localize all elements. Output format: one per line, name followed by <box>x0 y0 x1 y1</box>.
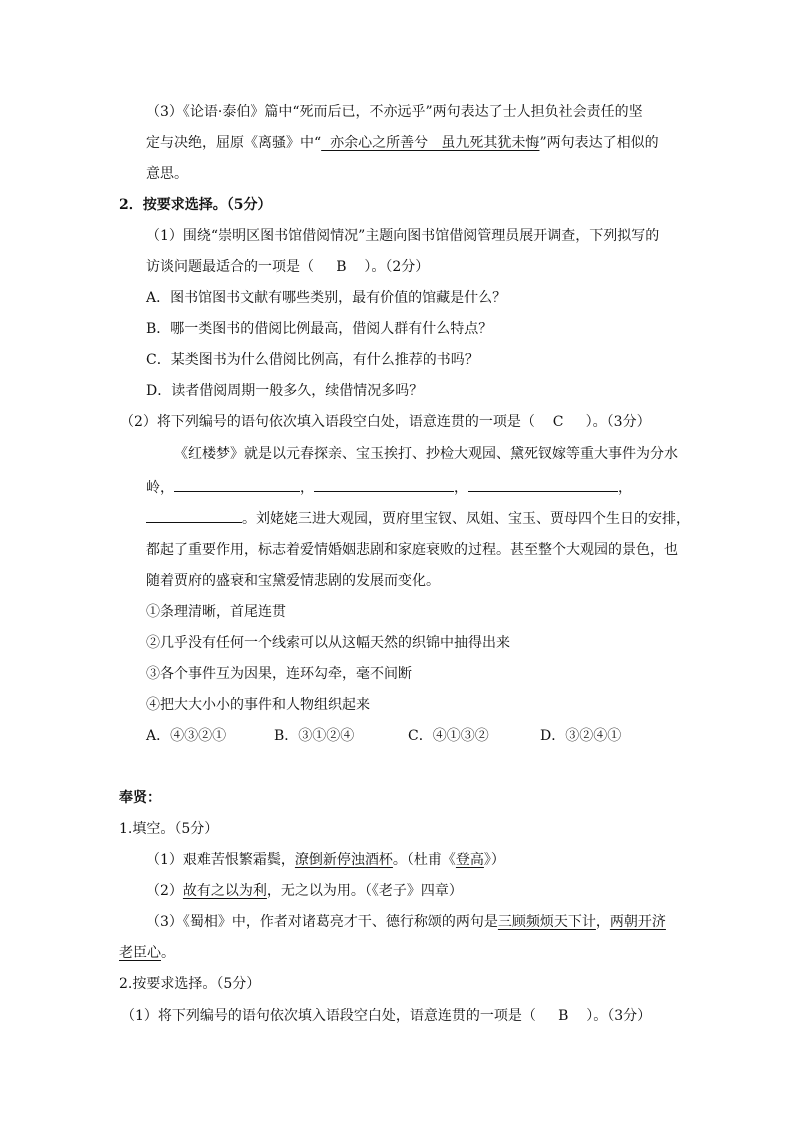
s2-q1-3-pre: （3）《蜀相》中，作者对诸葛亮才干、德行称颂的两句是 <box>146 914 498 930</box>
s1-q2-2-para-line4: 都起了重要作用，标志着爱情婚姻悲剧和家庭衰败的过程。甚至整个大观园的景色，也 <box>146 542 678 558</box>
s1-q2-1-line1: （1）围绕“崇明区图书馆借阅情况”主题向图书馆借阅管理员展开调查，下列拟写的 <box>146 228 660 244</box>
s1-q2-2-para-line5: 随着贾府的盛衰和宝黛爱情悲剧的发展而变化。 <box>146 573 440 589</box>
choice-a: A．④③②① <box>146 728 227 744</box>
s1-q2-2-para-line1: 《红楼梦》就是以元春探亲、宝玉挨打、抄检大观园、黛死钗嫁等重大事件为分水 <box>174 446 678 462</box>
choice-d: D．③②④① <box>540 728 622 744</box>
s1-q2-1-option-b: B．哪一类图书的借阅比例最高，借阅人群有什么特点？ <box>146 321 493 337</box>
s1-q2-2-item-2: ②几乎没有任何一个线索可以从这幅天然的织锦中抽得出来 <box>146 635 510 651</box>
s2-title: 奉贤： <box>119 790 161 806</box>
s1-q2-2-para-line3 <box>146 508 690 529</box>
s1-q3-line2-pre: 定与决绝，屈原《离骚》中“ <box>146 135 322 151</box>
s2-q1-3-post: 。 <box>161 945 175 961</box>
s1-q2-1-option-d: D．读者借阅周期一般多久，续借情况多吗？ <box>146 383 424 399</box>
s1-q2-1-option-a: A．图书馆图书文献有哪些类别，最有价值的馆藏是什么？ <box>146 290 507 306</box>
s1-q2-heading: 2．按要求选择。（5分） <box>119 197 272 213</box>
s1-q3-line2 <box>146 133 659 153</box>
s2-q1-3-answer2-part1: 两朝开济 <box>609 914 666 930</box>
s2-q1-2-pre: （2） <box>146 883 183 899</box>
s2-q1-1-title-answer: 登高 <box>455 852 484 868</box>
fill-blank-2 <box>314 477 454 492</box>
s2-q1-2-post: ，无之以为用。（《老子》四章） <box>266 883 463 899</box>
s1-q2-2-choices <box>146 726 621 746</box>
comma: ， <box>595 914 610 930</box>
s1-q2-2-para-line2-pre: 岭， <box>146 480 174 496</box>
s1-q3-answer: 亦余心之所善兮 虽九死其犹未悔 <box>321 135 540 151</box>
choice-c: C．④①③② <box>408 728 489 744</box>
s2-q2-1-stem: （1）将下列编号的语句依次填入语段空白处，语意连贯的一项是（ B ）。（3分） <box>121 1008 652 1024</box>
s2-q1-2 <box>146 881 463 901</box>
s2-q2-heading: 2.按要求选择。（5分） <box>119 976 261 992</box>
s1-q3-line3: 意思。 <box>146 166 188 182</box>
s1-q2-2-para-line3-post: 。刘姥姥三进大观园，贾府里宝钗、凤姐、宝玉、贾母四个生日的安排， <box>242 511 690 527</box>
fill-blank-4 <box>146 508 242 523</box>
fill-blank-3 <box>468 477 618 492</box>
s2-q1-1-answer: 潦倒新停浊酒杯 <box>294 852 393 868</box>
s2-q1-3-line1 <box>146 912 666 932</box>
s1-q2-2-stem: （2）将下列编号的语句依次填入语段空白处，语意连贯的一项是（ C ）。（3分） <box>120 414 651 430</box>
s1-q2-2-para-line2 <box>146 477 632 498</box>
comma: ， <box>454 480 468 496</box>
s1-q2-2-item-4: ④把大大小小的事件和人物组织起来 <box>146 697 370 713</box>
s2-q1-1 <box>146 850 505 870</box>
choice-b: B．③①②④ <box>274 728 355 744</box>
comma: ， <box>300 480 314 496</box>
s2-q1-2-answer: 故有之以为利 <box>182 883 267 899</box>
s1-q2-2-item-3: ③各个事件互为因果，连环勾牵，毫不间断 <box>146 666 412 682</box>
s2-q1-1-pre: （1）艰难苦恨繁霜鬓， <box>146 852 295 868</box>
s1-q2-1-option-c: C．某类图书为什么借阅比例高，有什么推荐的书吗？ <box>146 352 479 368</box>
s2-q1-3-line2 <box>119 943 175 963</box>
fill-blank-1 <box>174 477 300 492</box>
s1-q2-1-line2: 访谈问题最适合的一项是（ B ）。（2分） <box>146 259 430 275</box>
s2-q1-1-mid: 。（杜甫《 <box>392 852 456 868</box>
s2-q1-heading: 1.填空。（5分） <box>119 821 219 837</box>
s1-q3-line2-post: ”两句表达了相似的 <box>539 135 659 151</box>
s2-q1-3-answer1: 三顾频烦天下计 <box>497 914 596 930</box>
s2-q1-3-answer2-part2: 老臣心 <box>119 945 161 961</box>
comma: ， <box>618 480 632 496</box>
s2-q1-1-post: 》） <box>483 852 505 868</box>
s1-q3-line1: （3）《论语·泰伯》篇中“死而后已，不亦远乎”两句表达了士人担负社会责任的坚 <box>146 104 643 120</box>
s1-q2-2-item-1: ①条理清晰，首尾连贯 <box>146 604 286 620</box>
